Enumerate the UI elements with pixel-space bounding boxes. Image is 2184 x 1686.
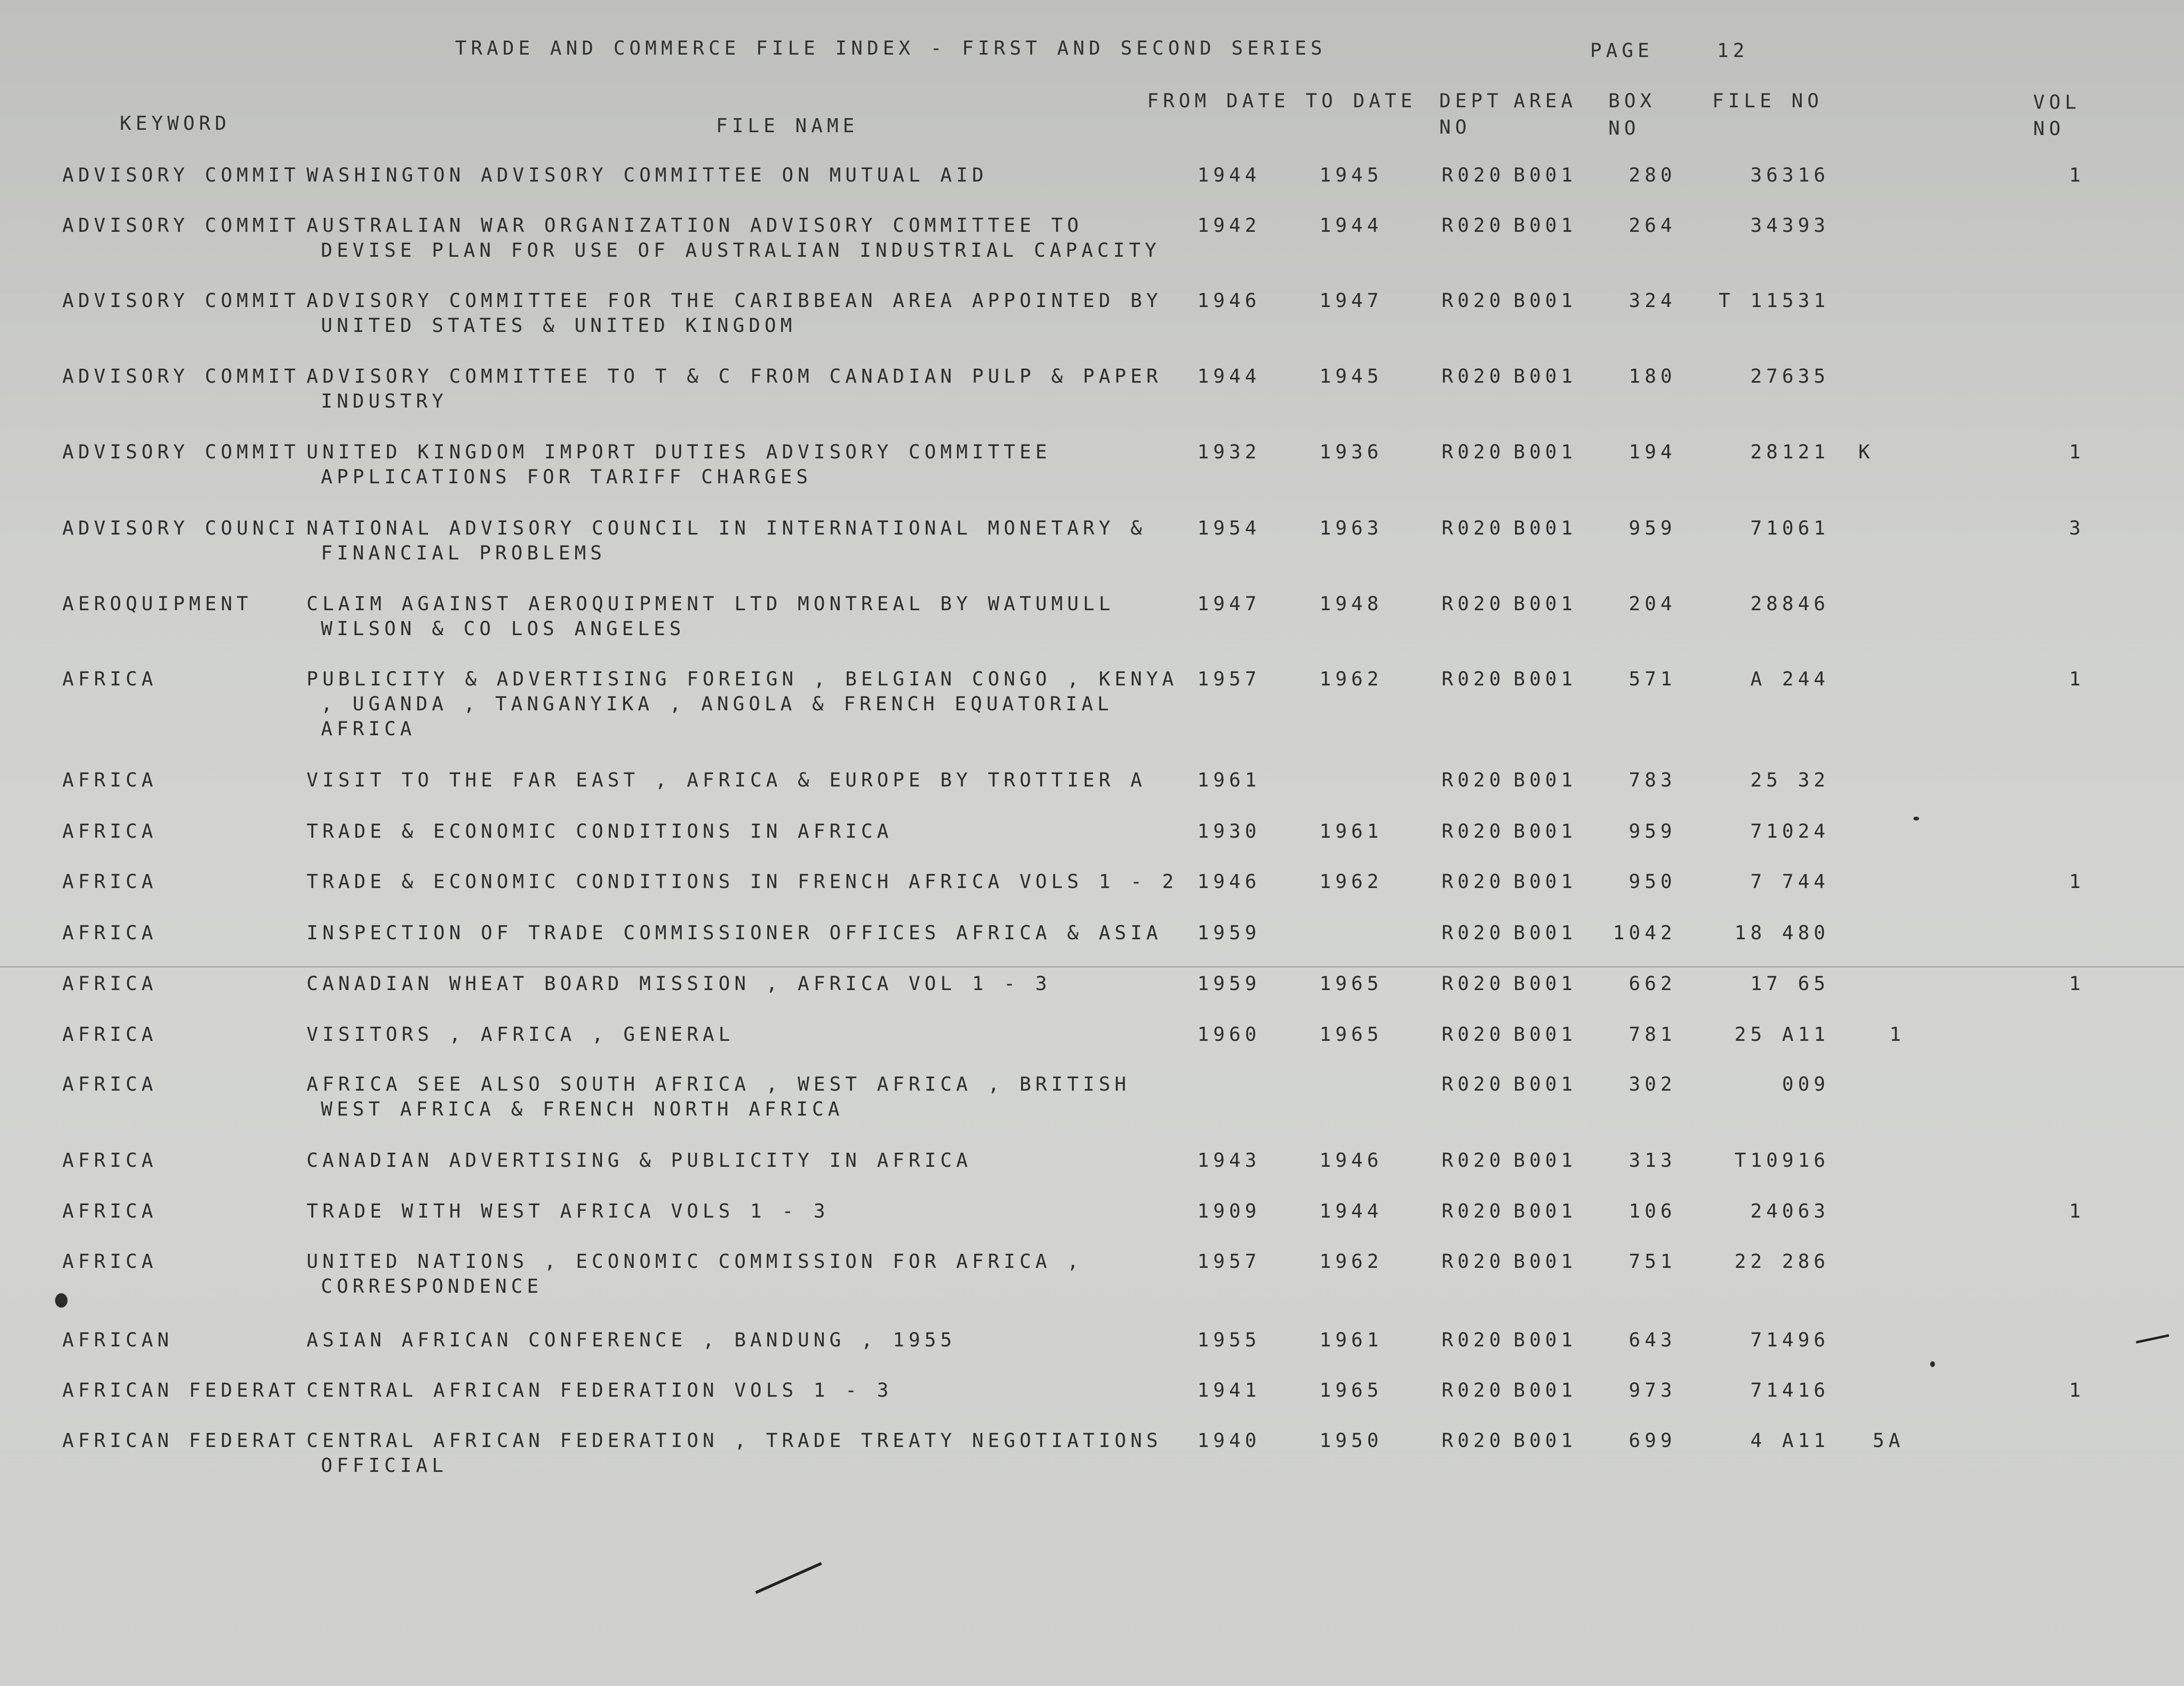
file-no-cell: T 11531 xyxy=(1718,290,1830,312)
keyword-cell: ADVISORY COMMIT xyxy=(62,365,300,387)
file-no-cell: 4 A11 xyxy=(1750,1430,1830,1452)
to-date-cell: 1945 xyxy=(1320,365,1383,387)
area-cell: B001 xyxy=(1513,593,1577,615)
box-header: BOX xyxy=(1608,90,1656,112)
film-line-artifact xyxy=(0,966,2184,968)
area-cell: B001 xyxy=(1513,1073,1577,1095)
file-name-cell: ADVISORY COMMITTEE FOR THE CARIBBEAN AREA APPOINTED BY xyxy=(307,290,1162,312)
area-cell: B001 xyxy=(1513,769,1577,791)
file-no-cell: 71061 xyxy=(1750,517,1830,539)
to-date-cell: 1936 xyxy=(1320,441,1383,463)
box-cell: 950 xyxy=(1628,871,1676,893)
dept-cell: R020 xyxy=(1442,820,1505,843)
file-name-cell: PUBLICITY & ADVERTISING FOREIGN , BELGIAN CONGO , KENYA xyxy=(307,668,1178,690)
dept-cell: R020 xyxy=(1442,1024,1505,1046)
file-name-cell: UNITED NATIONS , ECONOMIC COMMISSION FOR AFRICA , xyxy=(307,1251,1083,1273)
area-cell: B001 xyxy=(1513,290,1577,312)
file-no-cell: 28846 xyxy=(1750,593,1830,615)
area-cell: B001 xyxy=(1513,1024,1577,1046)
to-date-cell: 1944 xyxy=(1320,1200,1383,1222)
area-cell: B001 xyxy=(1513,973,1577,995)
dept-cell: R020 xyxy=(1442,668,1505,690)
file-name-continuation: AFRICA xyxy=(321,718,416,740)
from-date-cell: 1959 xyxy=(1197,973,1261,995)
area-cell: B001 xyxy=(1513,871,1577,893)
dept-cell: R020 xyxy=(1442,1251,1505,1273)
file-no-cell: 25 A11 xyxy=(1734,1024,1830,1046)
box-cell: 959 xyxy=(1628,517,1676,539)
area-cell: B001 xyxy=(1513,1251,1577,1273)
file-name-cell: AFRICA SEE ALSO SOUTH AFRICA , WEST AFRICA , BRITISH xyxy=(307,1073,1131,1095)
to-date-cell: 1962 xyxy=(1320,871,1383,893)
from-date-cell: 1961 xyxy=(1197,769,1261,791)
area-cell: B001 xyxy=(1513,1379,1577,1401)
file-name-continuation: APPLICATIONS FOR TARIFF CHARGES xyxy=(321,466,812,488)
dept-cell: R020 xyxy=(1442,1073,1505,1095)
from-date-cell: 1955 xyxy=(1197,1329,1261,1351)
from-date-cell: 1947 xyxy=(1197,593,1261,615)
area-cell: B001 xyxy=(1513,1329,1577,1351)
from-date-cell: 1941 xyxy=(1197,1379,1261,1401)
keyword-cell: ADVISORY COMMIT xyxy=(62,215,300,237)
dept-cell: R020 xyxy=(1442,922,1505,944)
box-cell: 302 xyxy=(1628,1073,1676,1095)
from-date-cell: 1930 xyxy=(1197,820,1261,843)
to-date-cell: 1965 xyxy=(1320,1024,1383,1046)
keyword-cell: AEROQUIPMENT xyxy=(62,593,252,615)
box-cell: 959 xyxy=(1628,820,1676,843)
file-no-cell: 18 480 xyxy=(1734,922,1830,944)
extra-code-cell: 1 xyxy=(1889,1024,1906,1046)
file-name-cell: TRADE & ECONOMIC CONDITIONS IN AFRICA xyxy=(307,820,893,843)
box-cell: 643 xyxy=(1628,1329,1676,1351)
dust-speck-artifact xyxy=(1930,1361,1935,1367)
keyword-cell: AFRICAN FEDERAT xyxy=(62,1430,300,1452)
file-name-cell: WASHINGTON ADVISORY COMMITTEE ON MUTUAL AID xyxy=(307,164,988,186)
file-no-cell: 17 65 xyxy=(1750,973,1830,995)
vol-cell: 1 xyxy=(2069,164,2085,186)
table-row xyxy=(0,213,2184,285)
box-cell: 571 xyxy=(1628,668,1676,690)
from-date-cell: 1940 xyxy=(1197,1430,1261,1452)
from-date-cell: 1946 xyxy=(1197,290,1261,312)
to-date-cell: 1947 xyxy=(1320,290,1383,312)
box-cell: 264 xyxy=(1628,215,1676,237)
keyword-cell: AFRICA xyxy=(62,1251,158,1273)
file-name-cell: TRADE WITH WEST AFRICA VOLS 1 - 3 xyxy=(307,1200,830,1222)
vol-no-header: NO xyxy=(2033,118,2065,140)
area-cell: B001 xyxy=(1513,668,1577,690)
file-name-header: FILE NAME xyxy=(716,115,859,137)
file-name-continuation: CORRESPONDENCE xyxy=(321,1276,543,1298)
area-cell: B001 xyxy=(1513,215,1577,237)
file-name-cell: VISITORS , AFRICA , GENERAL xyxy=(307,1024,735,1046)
keyword-cell: AFRICA xyxy=(62,668,158,690)
file-no-cell: 34393 xyxy=(1750,215,1830,237)
keyword-cell: AFRICA xyxy=(62,871,158,893)
keyword-cell: ADVISORY COMMIT xyxy=(62,441,300,463)
from-date-cell: 1909 xyxy=(1197,1200,1261,1222)
file-name-continuation: UNITED STATES & UNITED KINGDOM xyxy=(321,315,796,337)
dept-cell: R020 xyxy=(1442,973,1505,995)
file-name-cell: CANADIAN ADVERTISING & PUBLICITY IN AFRICA xyxy=(307,1150,972,1172)
file-name-cell: CANADIAN WHEAT BOARD MISSION , AFRICA VOL 1 - 3 xyxy=(307,973,1051,995)
file-name-cell: ADVISORY COMMITTEE TO T & C FROM CANADIAN PULP & PAPER xyxy=(307,365,1162,387)
area-cell: B001 xyxy=(1513,164,1577,186)
date-range-header: FROM DATE TO DATE xyxy=(1147,90,1417,112)
to-date-cell: 1948 xyxy=(1320,593,1383,615)
box-cell: 699 xyxy=(1628,1430,1676,1452)
table-row xyxy=(0,516,2184,588)
file-no-cell: 25 32 xyxy=(1750,769,1830,791)
file-no-header: FILE NO xyxy=(1712,90,1823,112)
file-no-cell: 71024 xyxy=(1750,820,1830,843)
area-cell: B001 xyxy=(1513,820,1577,843)
to-date-cell: 1961 xyxy=(1320,1329,1383,1351)
extra-code-cell: 5A xyxy=(1873,1430,1905,1452)
file-no-cell: 7 744 xyxy=(1750,871,1830,893)
from-date-cell: 1942 xyxy=(1197,215,1261,237)
file-name-cell: UNITED KINGDOM IMPORT DUTIES ADVISORY COMMITTEE xyxy=(307,441,1051,463)
dept-cell: R020 xyxy=(1442,365,1505,387)
to-date-cell: 1965 xyxy=(1320,1379,1383,1401)
file-no-cell: 71496 xyxy=(1750,1329,1830,1351)
extra-code-cell: K xyxy=(1858,441,1875,463)
box-cell: 1042 xyxy=(1613,922,1676,944)
dept-cell: R020 xyxy=(1442,517,1505,539)
to-date-cell: 1961 xyxy=(1320,820,1383,843)
dept-cell: R020 xyxy=(1442,593,1505,615)
dept-header: DEPT xyxy=(1439,90,1503,112)
dept-no-header: NO xyxy=(1439,116,1471,138)
vol-cell: 3 xyxy=(2069,517,2085,539)
dust-speck-artifact xyxy=(55,1293,68,1308)
from-date-cell: 1932 xyxy=(1197,441,1261,463)
keyword-cell: AFRICAN xyxy=(62,1329,173,1351)
from-date-cell: 1944 xyxy=(1197,365,1261,387)
from-date-cell: 1957 xyxy=(1197,1251,1261,1273)
file-no-cell: 36316 xyxy=(1750,164,1830,186)
dept-cell: R020 xyxy=(1442,769,1505,791)
file-name-cell: NATIONAL ADVISORY COUNCIL IN INTERNATIONAL MONETARY & xyxy=(307,517,1147,539)
to-date-cell: 1962 xyxy=(1320,668,1383,690)
area-cell: B001 xyxy=(1513,365,1577,387)
keyword-cell: AFRICA xyxy=(62,1200,158,1222)
file-name-continuation: FINANCIAL PROBLEMS xyxy=(321,542,606,564)
keyword-cell: ADVISORY COUNCI xyxy=(62,517,300,539)
file-name-continuation: WILSON & CO LOS ANGELES xyxy=(321,618,685,640)
file-no-cell: A 244 xyxy=(1750,668,1830,690)
file-name-cell: VISIT TO THE FAR EAST , AFRICA & EUROPE BY TROTTIER A xyxy=(307,769,1147,791)
dept-cell: R020 xyxy=(1442,1200,1505,1222)
from-date-cell: 1943 xyxy=(1197,1150,1261,1172)
to-date-cell: 1946 xyxy=(1320,1150,1383,1172)
file-name-cell: CLAIM AGAINST AEROQUIPMENT LTD MONTREAL BY WATUMULL xyxy=(307,593,1115,615)
area-cell: B001 xyxy=(1513,922,1577,944)
to-date-cell: 1965 xyxy=(1320,973,1383,995)
keyword-cell: AFRICA xyxy=(62,769,158,791)
keyword-cell: AFRICA xyxy=(62,973,158,995)
area-cell: B001 xyxy=(1513,517,1577,539)
file-name-cell: AUSTRALIAN WAR ORGANIZATION ADVISORY COMMITTEE TO xyxy=(307,215,1083,237)
file-name-continuation: DEVISE PLAN FOR USE OF AUSTRALIAN INDUSTRIAL CAPACITY xyxy=(321,239,1161,262)
area-cell: B001 xyxy=(1513,441,1577,463)
file-no-cell: 28121 xyxy=(1750,441,1830,463)
box-cell: 324 xyxy=(1628,290,1676,312)
file-no-cell: 27635 xyxy=(1750,365,1830,387)
table-row xyxy=(0,1072,2184,1144)
from-date-cell: 1957 xyxy=(1197,668,1261,690)
file-name-continuation: OFFICIAL xyxy=(321,1455,448,1477)
file-name-cell: ASIAN AFRICAN CONFERENCE , BANDUNG , 1955 xyxy=(307,1329,956,1351)
box-cell: 204 xyxy=(1628,593,1676,615)
keyword-cell: AFRICA xyxy=(62,1150,158,1172)
keyword-cell: ADVISORY COMMIT xyxy=(62,290,300,312)
table-row xyxy=(0,364,2184,436)
dust-speck-artifact xyxy=(1913,817,1919,820)
page-number: 12 xyxy=(1717,40,1749,62)
file-name-cell: CENTRAL AFRICAN FEDERATION , TRADE TREATY NEGOTIATIONS xyxy=(307,1430,1162,1452)
area-header: AREA xyxy=(1513,90,1577,112)
from-date-cell: 1946 xyxy=(1197,871,1261,893)
page-label: PAGE xyxy=(1590,40,1654,62)
to-date-cell: 1944 xyxy=(1320,215,1383,237)
vol-cell: 1 xyxy=(2069,973,2085,995)
file-no-cell: 009 xyxy=(1782,1073,1830,1095)
file-name-cell: CENTRAL AFRICAN FEDERATION VOLS 1 - 3 xyxy=(307,1379,893,1401)
page-title: TRADE AND COMMERCE FILE INDEX - FIRST AND SECOND SERIES xyxy=(455,37,1327,59)
from-date-cell: 1960 xyxy=(1197,1024,1261,1046)
file-name-cell: TRADE & ECONOMIC CONDITIONS IN FRENCH AFRICA VOLS 1 - 2 xyxy=(307,871,1178,893)
box-cell: 194 xyxy=(1628,441,1676,463)
table-row xyxy=(0,288,2184,360)
area-cell: B001 xyxy=(1513,1200,1577,1222)
keyword-cell: AFRICA xyxy=(62,820,158,843)
file-name-continuation: , UGANDA , TANGANYIKA , ANGOLA & FRENCH EQUATORIAL xyxy=(321,693,1114,715)
dept-cell: R020 xyxy=(1442,1430,1505,1452)
keyword-cell: ADVISORY COMMIT xyxy=(62,164,300,186)
file-no-cell: T10916 xyxy=(1734,1150,1830,1172)
dept-cell: R020 xyxy=(1442,871,1505,893)
vol-cell: 1 xyxy=(2069,871,2085,893)
vol-header: VOL xyxy=(2033,91,2081,114)
dept-cell: R020 xyxy=(1442,290,1505,312)
area-cell: B001 xyxy=(1513,1430,1577,1452)
dept-cell: R020 xyxy=(1442,1379,1505,1401)
box-cell: 783 xyxy=(1628,769,1676,791)
box-cell: 313 xyxy=(1628,1150,1676,1172)
from-date-cell: 1959 xyxy=(1197,922,1261,944)
dept-cell: R020 xyxy=(1442,1329,1505,1351)
table-row xyxy=(0,667,2184,739)
box-cell: 662 xyxy=(1628,973,1676,995)
keyword-cell: AFRICA xyxy=(62,1073,158,1095)
vol-cell: 1 xyxy=(2069,1200,2085,1222)
vol-cell: 1 xyxy=(2069,1379,2085,1401)
box-cell: 751 xyxy=(1628,1251,1676,1273)
vol-cell: 1 xyxy=(2069,441,2085,463)
keyword-cell: AFRICA xyxy=(62,922,158,944)
area-cell: B001 xyxy=(1513,1150,1577,1172)
from-date-cell: 1944 xyxy=(1197,164,1261,186)
vol-cell: 1 xyxy=(2069,668,2085,690)
file-name-cell: INSPECTION OF TRADE COMMISSIONER OFFICES AFRICA & ASIA xyxy=(307,922,1162,944)
file-name-continuation: INDUSTRY xyxy=(321,390,448,412)
file-no-cell: 71416 xyxy=(1750,1379,1830,1401)
dept-cell: R020 xyxy=(1442,215,1505,237)
box-no-header: NO xyxy=(1608,117,1640,139)
file-no-cell: 22 286 xyxy=(1734,1251,1830,1273)
dept-cell: R020 xyxy=(1442,1150,1505,1172)
table-row xyxy=(0,1428,2184,1500)
from-date-cell: 1954 xyxy=(1197,517,1261,539)
to-date-cell: 1945 xyxy=(1320,164,1383,186)
box-cell: 106 xyxy=(1628,1200,1676,1222)
dept-cell: R020 xyxy=(1442,164,1505,186)
to-date-cell: 1950 xyxy=(1320,1430,1383,1452)
to-date-cell: 1963 xyxy=(1320,517,1383,539)
table-row xyxy=(0,440,2184,512)
box-cell: 781 xyxy=(1628,1024,1676,1046)
keyword-cell: AFRICAN FEDERAT xyxy=(62,1379,300,1401)
keyword-cell: AFRICA xyxy=(62,1024,158,1046)
file-no-cell: 24063 xyxy=(1750,1200,1830,1222)
box-cell: 180 xyxy=(1628,365,1676,387)
file-name-continuation: WEST AFRICA & FRENCH NORTH AFRICA xyxy=(321,1098,844,1120)
keyword-header: KEYWORD xyxy=(120,113,231,135)
scratch-artifact xyxy=(755,1562,822,1594)
dept-cell: R020 xyxy=(1442,441,1505,463)
box-cell: 973 xyxy=(1628,1379,1676,1401)
to-date-cell: 1962 xyxy=(1320,1251,1383,1273)
box-cell: 280 xyxy=(1628,164,1676,186)
table-row xyxy=(0,592,2184,663)
table-row xyxy=(0,1249,2184,1321)
